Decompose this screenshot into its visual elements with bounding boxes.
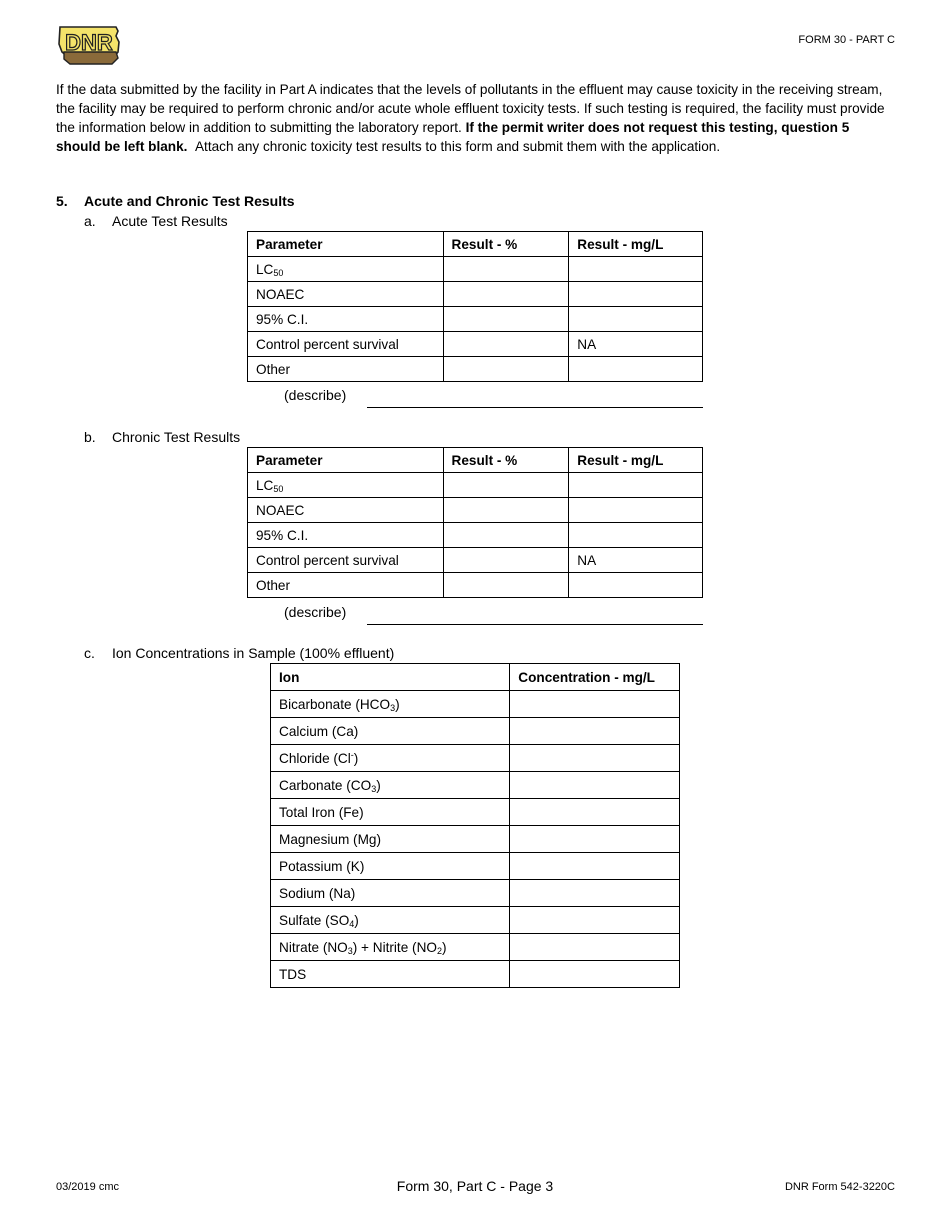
- ion-sulfate: Sulfate $(SO_4)$: [271, 907, 510, 934]
- result-pct-cell[interactable]: [443, 498, 569, 523]
- result-pct-cell[interactable]: [443, 473, 569, 498]
- table-row: [248, 548, 703, 573]
- result-mgl-cell[interactable]: [569, 307, 703, 332]
- concentration-cell[interactable]: [510, 907, 680, 934]
- result-pct-cell[interactable]: [443, 573, 569, 598]
- concentration-cell[interactable]: [510, 745, 680, 772]
- result-pct-cell[interactable]: [443, 307, 569, 332]
- ion-potassium: Potassium (K): [271, 853, 510, 880]
- table-row: [248, 473, 703, 498]
- chronic-describe-field[interactable]: [367, 624, 703, 625]
- concentration-cell[interactable]: [510, 691, 680, 718]
- chronic-results-table: [247, 447, 703, 598]
- table-header-row: [271, 664, 680, 691]
- header-ion: Ion: [271, 664, 510, 691]
- dnr-logo: [56, 22, 124, 66]
- param-cell: Control percent survival: [248, 548, 444, 573]
- ion-nitrate-nitrite: Nitrate $(NO_3)$ + Nitrite $(NO_2)$: [271, 934, 510, 961]
- ion-calcium: Calcium (Ca): [271, 718, 510, 745]
- table-row: [271, 853, 680, 880]
- concentration-cell[interactable]: [510, 826, 680, 853]
- concentration-cell[interactable]: [510, 853, 680, 880]
- table-row: [271, 907, 680, 934]
- footer-page-label: Form 30, Part C - Page 3: [396, 1178, 554, 1194]
- acute-results-table: [247, 231, 703, 382]
- ions-subheading: c. Ion Concentrations in Sample (100% effluent): [84, 645, 395, 661]
- table-row: [248, 498, 703, 523]
- header-concentration: Concentration - mg/L: [510, 664, 680, 691]
- param-cell: 95% C.I.: [248, 307, 444, 332]
- header-parameter: Parameter: [248, 232, 444, 257]
- table-row: [271, 772, 680, 799]
- chronic-describe-label: (describe): [284, 604, 347, 620]
- svg-text:DNR: DNR: [65, 30, 113, 55]
- table-row: [271, 745, 680, 772]
- concentration-cell[interactable]: [510, 772, 680, 799]
- footer-form-number: DNR Form 542-3220C: [784, 1181, 895, 1193]
- intro-text-2: Attach any chronic toxicity test results to this form and submit them with the application.: [194, 139, 721, 154]
- table-row: [271, 961, 680, 988]
- param-cell: Other: [248, 357, 444, 382]
- ion-iron: Total Iron (Fe): [271, 799, 510, 826]
- table-row: [248, 282, 703, 307]
- result-pct-cell[interactable]: [443, 357, 569, 382]
- section-5-title: 5. Acute and Chronic Test Results: [56, 193, 295, 209]
- result-mgl-cell: NA: [569, 332, 703, 357]
- intro-text-1: If the data submitted by the facility in Part A indicates that the levels of pollutants in the effluent may cause toxicity in the receiving stream, the facility may be required to perform chronic and/or acute whole effluent toxicity tests. If such testing is required, the facility must provide the information below in addition to submitting the laboratory report.: [56, 82, 885, 135]
- param-cell: NOAEC: [248, 498, 444, 523]
- param-cell: Control percent survival: [248, 332, 444, 357]
- param-lc50: $LC_{50}$: [248, 473, 444, 498]
- concentration-cell[interactable]: [510, 934, 680, 961]
- result-mgl-cell[interactable]: [569, 257, 703, 282]
- header-result-pct: Result - %: [443, 232, 569, 257]
- form-id-header: FORM 30 - PART C: [798, 34, 895, 46]
- ion-concentrations-table: [270, 663, 680, 988]
- table-row: [248, 573, 703, 598]
- table-row: [271, 718, 680, 745]
- ion-sodium: Sodium (Na): [271, 880, 510, 907]
- ion-magnesium: Magnesium (Mg): [271, 826, 510, 853]
- concentration-cell[interactable]: [510, 718, 680, 745]
- header-parameter: Parameter: [248, 448, 444, 473]
- acute-subheading: a. Acute Test Results: [84, 213, 228, 229]
- table-header-row: [248, 448, 703, 473]
- result-mgl-cell[interactable]: [569, 573, 703, 598]
- table-row: [271, 880, 680, 907]
- concentration-cell[interactable]: [510, 799, 680, 826]
- table-row: [271, 934, 680, 961]
- result-mgl-cell[interactable]: [569, 473, 703, 498]
- concentration-cell[interactable]: [510, 880, 680, 907]
- footer-date: 03/2019 cmc: [56, 1181, 119, 1193]
- table-row: [248, 257, 703, 282]
- table-row: [271, 799, 680, 826]
- table-row: [248, 523, 703, 548]
- intro-paragraph: [56, 80, 896, 156]
- ion-tds: TDS: [271, 961, 510, 988]
- ion-bicarbonate: Bicarbonate $(HCO_3)$: [271, 691, 510, 718]
- concentration-cell[interactable]: [510, 961, 680, 988]
- result-pct-cell[interactable]: [443, 282, 569, 307]
- result-pct-cell[interactable]: [443, 523, 569, 548]
- result-mgl-cell[interactable]: [569, 523, 703, 548]
- result-mgl-cell[interactable]: [569, 498, 703, 523]
- result-pct-cell[interactable]: [443, 257, 569, 282]
- result-mgl-cell[interactable]: [569, 357, 703, 382]
- header-result-pct: Result - %: [443, 448, 569, 473]
- param-cell: 95% C.I.: [248, 523, 444, 548]
- header-result-mgl: Result - mg/L: [569, 448, 703, 473]
- result-pct-cell[interactable]: [443, 548, 569, 573]
- result-mgl-cell[interactable]: [569, 282, 703, 307]
- table-row: [271, 691, 680, 718]
- table-row: [248, 332, 703, 357]
- intro-bold-text: If the permit writer does not request this testing, question 5 should be left blank.: [56, 120, 850, 154]
- result-mgl-cell: NA: [569, 548, 703, 573]
- acute-describe-field[interactable]: [367, 407, 703, 408]
- param-cell: Other: [248, 573, 444, 598]
- acute-describe-label: (describe): [284, 387, 347, 403]
- chronic-subheading: b. Chronic Test Results: [84, 429, 241, 445]
- table-row: [248, 307, 703, 332]
- param-lc50: $LC_{50}$: [248, 257, 444, 282]
- table-header-row: [248, 232, 703, 257]
- ion-carbonate: Carbonate $(CO_3)$: [271, 772, 510, 799]
- result-pct-cell[interactable]: [443, 332, 569, 357]
- header-result-mgl: Result - mg/L: [569, 232, 703, 257]
- param-cell: NOAEC: [248, 282, 444, 307]
- table-row: [271, 826, 680, 853]
- table-row: [248, 357, 703, 382]
- ion-chloride: Chloride (Cl-): [271, 745, 510, 772]
